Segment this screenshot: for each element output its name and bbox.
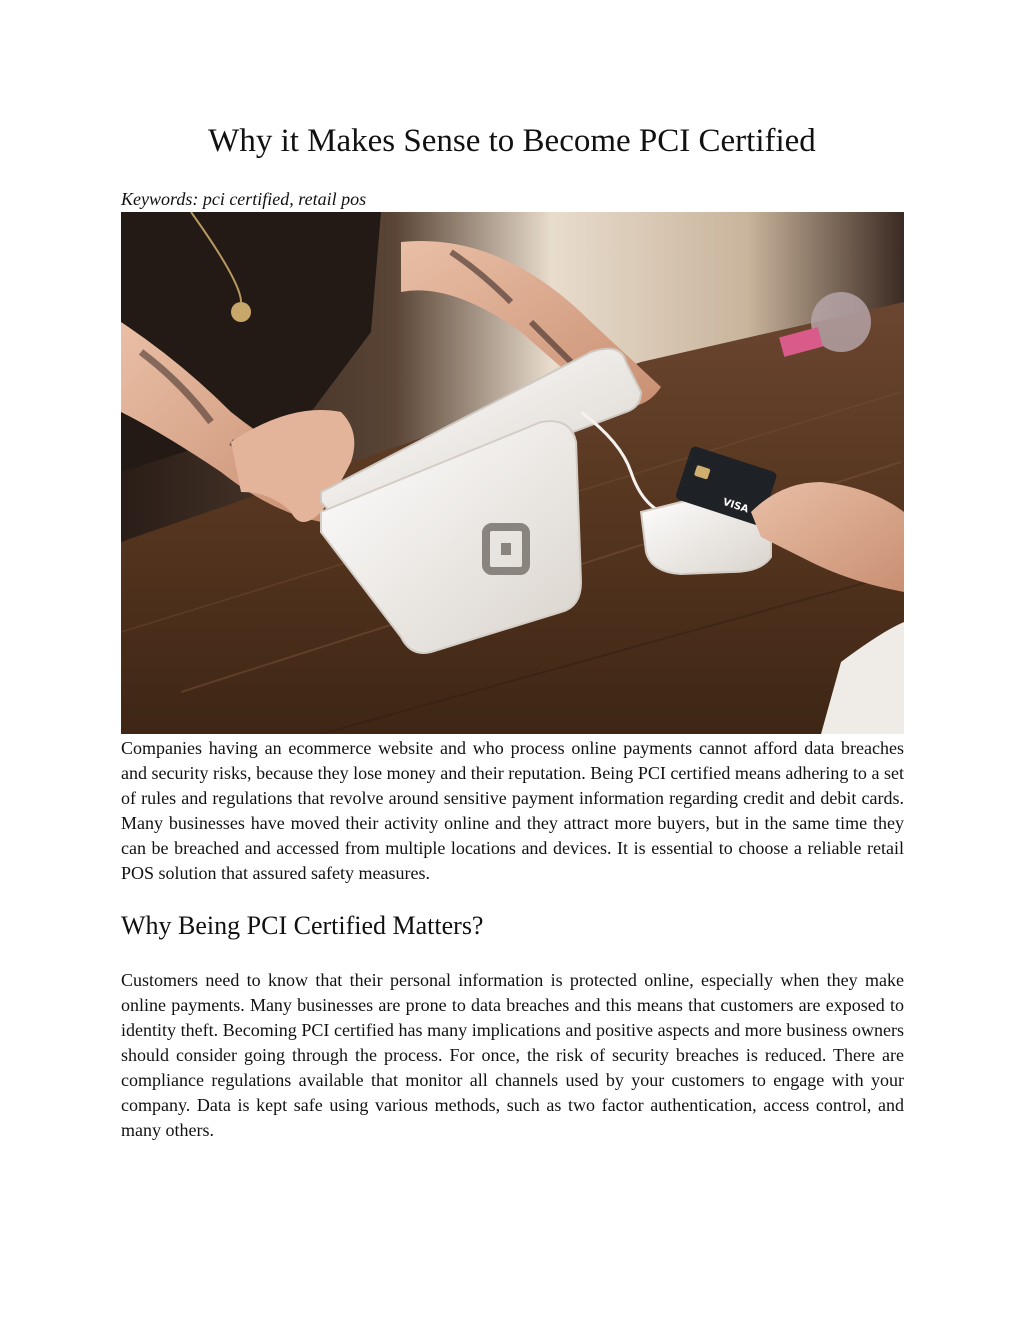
- page-title: Why it Makes Sense to Become PCI Certified: [208, 123, 816, 159]
- section-heading: Why Being PCI Certified Matters?: [121, 911, 484, 940]
- pos-photo-illustration: [121, 212, 904, 734]
- intro-paragraph: Companies having an ecommerce website and who process online payments cannot afford data breaches and security risks, because they lose money and their reputation. Being PCI certified means adhering to a set of rules and regulations that revolve around sensitive payment information regarding credit and debit cards. Many businesses have moved their activity online and they attract more buyers, but in the same time they can be breached and accessed from multiple locations and devices. It is essential to choose a reliable retail POS solution that assured safety measures.: [121, 738, 904, 883]
- body-paragraph: Customers need to know that their personal information is protected online, especially when they make online payments. Many businesses are prone to data breaches and this means that customers are exposed to identity theft. Becoming PCI certified has many implications and positive aspects and more business owners should consider going through the process. For once, the risk of security breaches is reduced. There are compliance regulations available that monitor all channels used by your customers to engage with your company. Data is kept safe using various methods, such as two factor authentication, access control, and many others.: [121, 970, 904, 1140]
- keywords-line: Keywords: pci certified, retail pos: [121, 189, 367, 209]
- card-brand-text: VISA: [721, 496, 750, 516]
- pos-terminal-photo: [121, 212, 904, 734]
- necklace-pendant: [231, 302, 251, 322]
